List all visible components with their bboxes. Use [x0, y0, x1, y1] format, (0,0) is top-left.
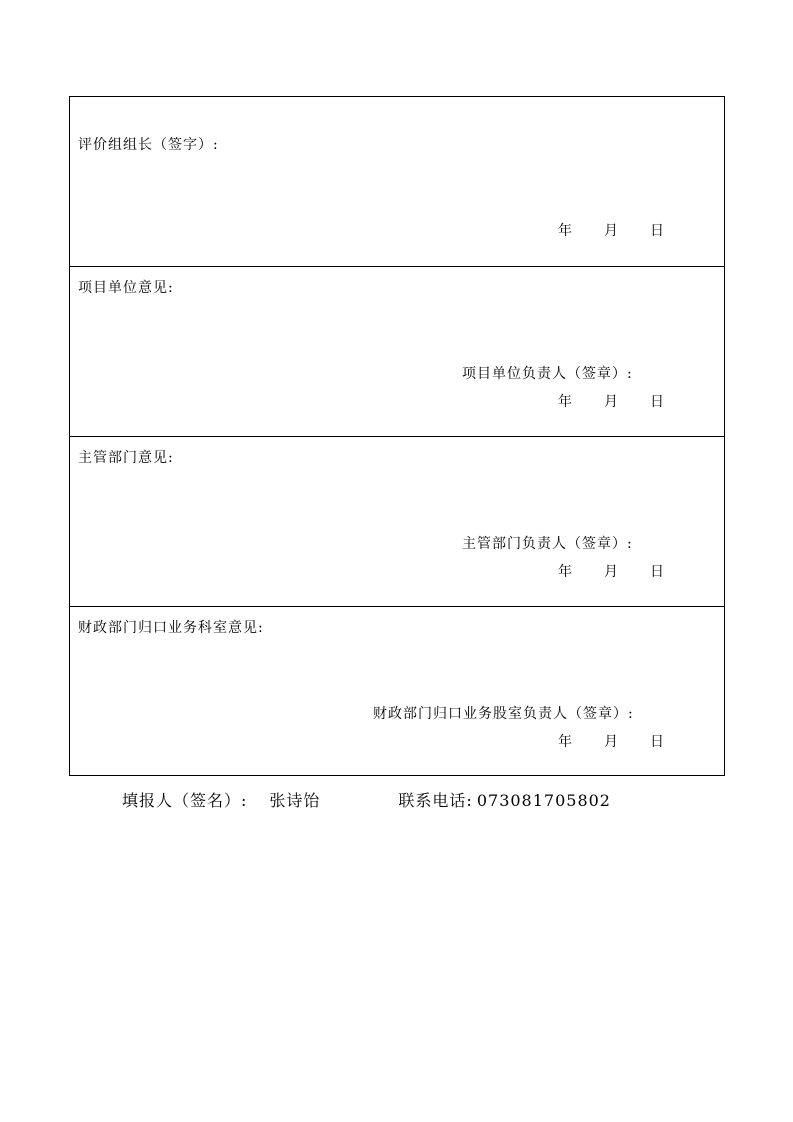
project-unit-opinion-label: 项目单位意见:	[78, 280, 174, 296]
date-month: 月	[604, 223, 618, 239]
date-year: 年	[558, 394, 572, 410]
date-year: 年	[558, 564, 572, 580]
project-unit-section	[70, 267, 724, 437]
date-day: 日	[650, 394, 664, 410]
date-day: 日	[650, 564, 664, 580]
date-month: 月	[604, 734, 618, 750]
project-unit-date	[558, 391, 664, 411]
date-month: 月	[604, 394, 618, 410]
date-day: 日	[650, 734, 664, 750]
date-year: 年	[558, 734, 572, 750]
group-leader-label: 评价组组长（签字）:	[78, 137, 219, 153]
group-leader-date	[558, 220, 664, 240]
competent-dept-signer-label: 主管部门负责人（签章）:	[462, 536, 633, 552]
date-year: 年	[558, 223, 572, 239]
filler-label: 填报人（签名）:	[122, 791, 248, 810]
filler-name: 张诗饴	[269, 791, 321, 810]
competent-dept-opinion-label: 主管部门意见:	[78, 450, 174, 466]
group-leader-section	[70, 97, 724, 267]
date-day: 日	[650, 223, 664, 239]
date-month: 月	[604, 564, 618, 580]
finance-dept-section	[70, 607, 724, 775]
finance-dept-signer-label: 财政部门归口业务股室负责人（签章）:	[373, 706, 634, 722]
form-footer	[122, 788, 611, 811]
approval-form-table	[69, 96, 725, 776]
contact-phone-value: 073081705802	[476, 791, 611, 810]
competent-dept-section	[70, 437, 724, 607]
finance-dept-opinion-label: 财政部门归口业务科室意见:	[78, 620, 264, 636]
competent-dept-date	[558, 561, 664, 581]
contact-phone-label: 联系电话:	[398, 791, 473, 810]
project-unit-signer-label: 项目单位负责人（签章）:	[462, 366, 633, 382]
finance-dept-date	[558, 731, 664, 751]
